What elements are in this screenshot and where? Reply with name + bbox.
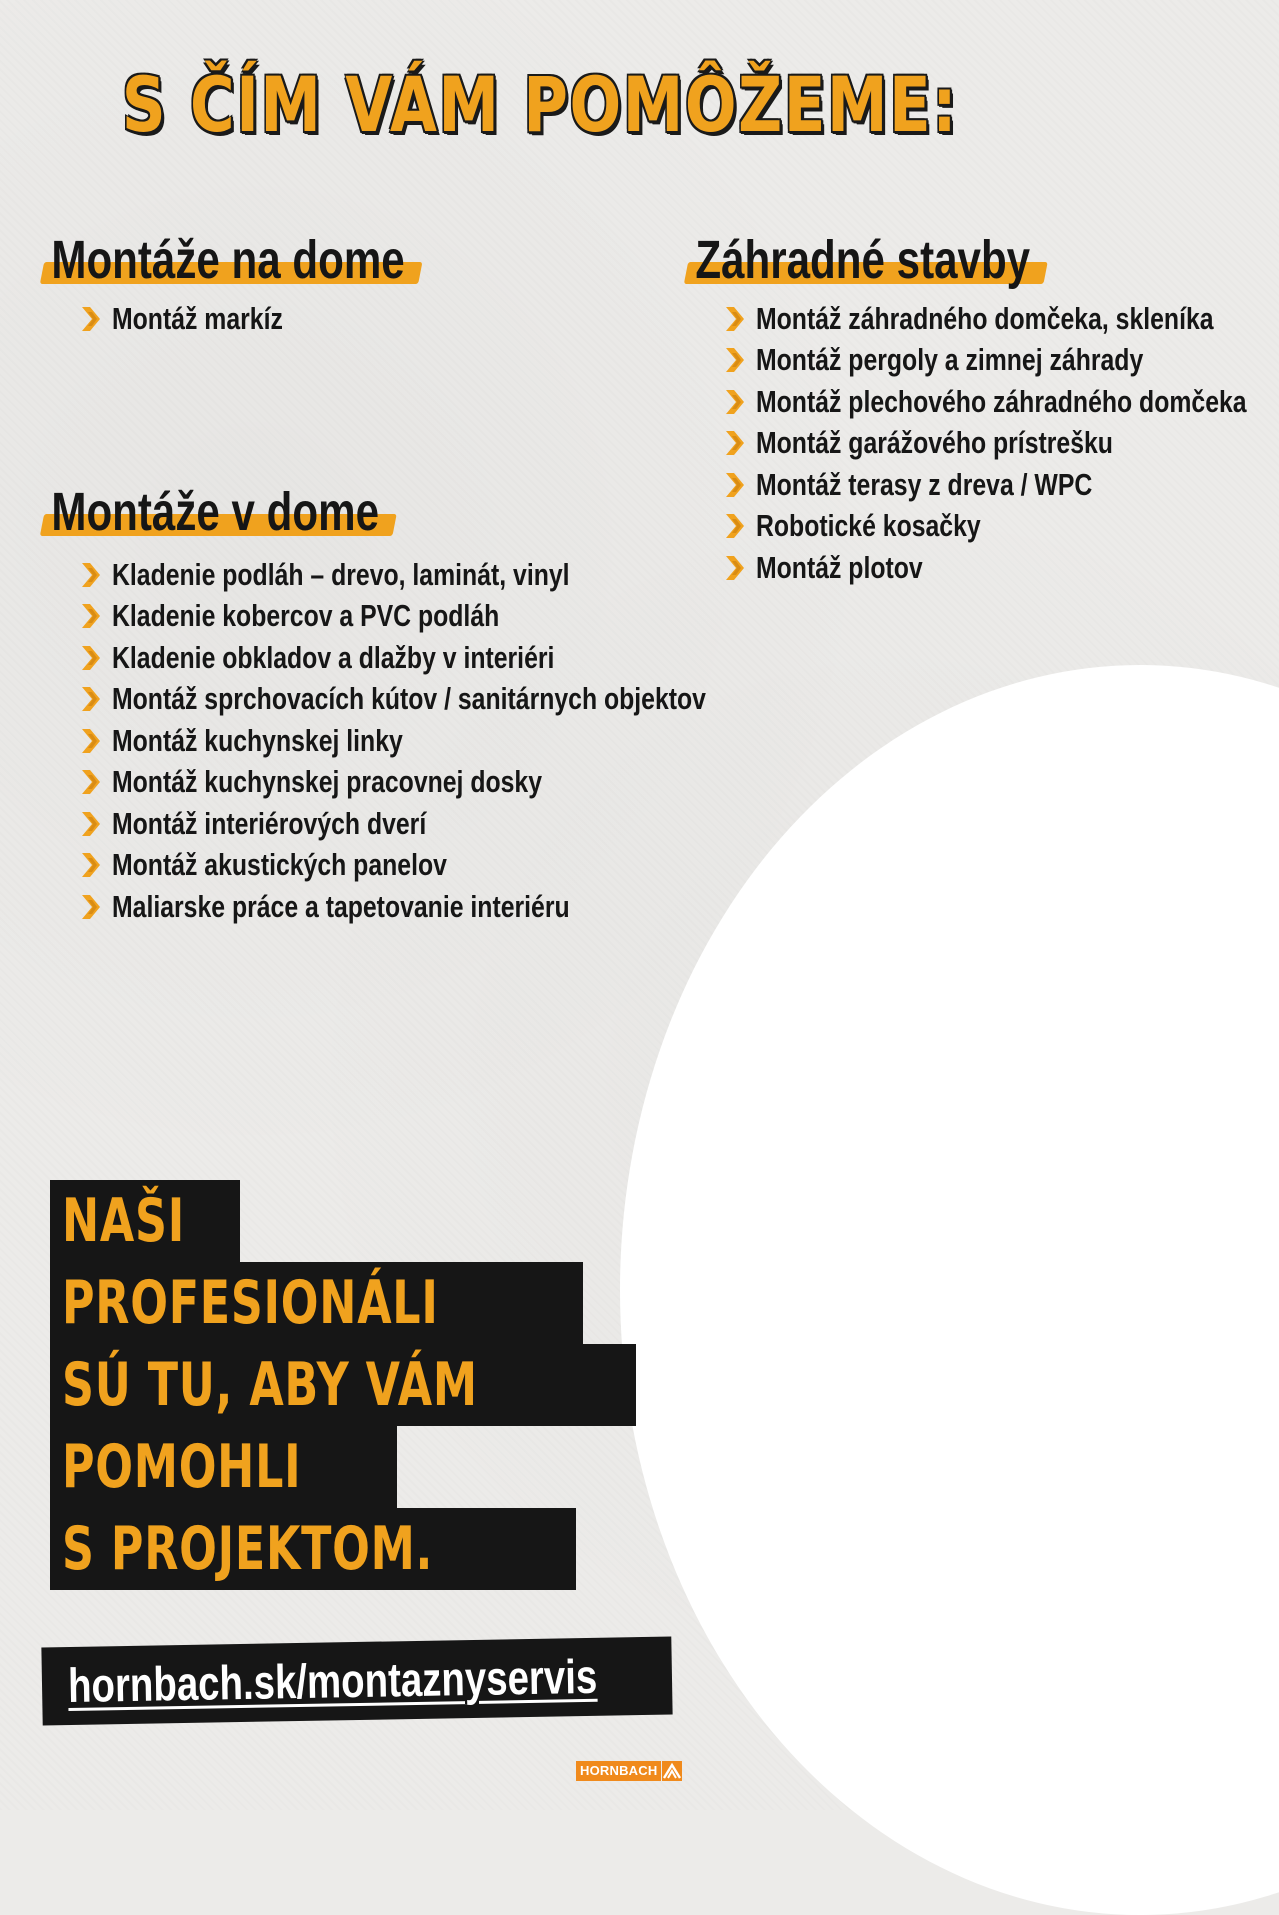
list-v-dome bbox=[80, 554, 854, 928]
section-heading-na-dome: Montáže na dome bbox=[42, 228, 417, 292]
slogan-line: POMOHLI bbox=[50, 1426, 397, 1508]
list-item-text: Montáž pergoly a zimnej záhrady bbox=[756, 342, 1144, 378]
list-item bbox=[724, 340, 1279, 382]
list-na-dome bbox=[80, 298, 523, 340]
chevron-right-icon bbox=[80, 561, 102, 589]
chevron-right-icon bbox=[80, 727, 102, 755]
chevron-right-icon bbox=[724, 471, 746, 499]
chevron-right-icon bbox=[80, 893, 102, 921]
list-item-text: Montáž akustických panelov bbox=[112, 847, 447, 883]
section-zahradne-stavby bbox=[686, 228, 1279, 589]
list-item bbox=[80, 803, 854, 845]
chevron-right-icon bbox=[80, 602, 102, 630]
chevron-right-icon bbox=[80, 305, 102, 333]
list-item-text: Maliarske práce a tapetovanie interiéru bbox=[112, 888, 570, 924]
list-item bbox=[80, 596, 854, 638]
chevron-right-icon bbox=[80, 685, 102, 713]
list-item bbox=[80, 720, 854, 762]
list-item bbox=[724, 547, 1279, 589]
section-montaze-na-dome bbox=[42, 228, 523, 340]
list-item-text: Montáž záhradného domčeka, skleníka bbox=[756, 300, 1214, 336]
list-item-text: Montáž sprchovacích kútov / sanitárnych objektov bbox=[112, 681, 706, 717]
list-item-text: Montáž terasy z dreva / WPC bbox=[756, 466, 1093, 502]
chevron-right-icon bbox=[724, 512, 746, 540]
chevron-right-icon bbox=[80, 851, 102, 879]
service-url-link[interactable]: hornbach.sk/montaznyservis bbox=[67, 1650, 598, 1713]
list-item-text: Montáž interiérových dverí bbox=[112, 805, 427, 841]
list-item bbox=[80, 298, 523, 340]
double-chevron-icon bbox=[63, 1651, 64, 1721]
list-item bbox=[724, 506, 1279, 548]
list-item-text: Montáž plotov bbox=[756, 549, 923, 585]
list-item-text: Kladenie obkladov a dlažby v interiéri bbox=[112, 639, 555, 675]
chevron-right-icon bbox=[724, 429, 746, 457]
list-item-text: Kladenie kobercov a PVC podláh bbox=[112, 598, 500, 634]
list-item-text: Robotické kosačky bbox=[756, 508, 981, 544]
chevron-right-icon bbox=[80, 810, 102, 838]
list-item-text: Montáž kuchynskej pracovnej dosky bbox=[112, 764, 543, 800]
slogan-line: S PROJEKTOM. bbox=[50, 1508, 576, 1590]
list-item-text: Montáž kuchynskej linky bbox=[112, 722, 403, 758]
chevron-right-icon bbox=[724, 554, 746, 582]
section-heading-v-dome: Montáže v dome bbox=[42, 480, 391, 544]
list-item bbox=[80, 886, 854, 928]
list-item bbox=[80, 762, 854, 804]
section-heading-zahradne: Záhradné stavby bbox=[686, 228, 1043, 292]
list-item bbox=[724, 423, 1279, 465]
list-item-text: Montáž plechového záhradného domčeka bbox=[756, 383, 1247, 419]
logo-text: HORNBACH bbox=[576, 1761, 661, 1781]
chevron-right-icon bbox=[724, 346, 746, 374]
list-item bbox=[724, 381, 1279, 423]
list-item bbox=[724, 464, 1279, 506]
slogan-line: SÚ TU, ABY VÁM bbox=[50, 1344, 636, 1426]
list-item-text: Kladenie podláh – drevo, laminát, vinyl bbox=[112, 556, 570, 592]
list-item bbox=[80, 637, 854, 679]
list-item bbox=[80, 845, 854, 887]
list-item bbox=[724, 298, 1279, 340]
list-item-text: Montáž garážového prístrešku bbox=[756, 425, 1113, 461]
list-item-text: Montáž markíz bbox=[112, 300, 283, 336]
list-zahradne bbox=[724, 298, 1279, 589]
chevron-right-icon bbox=[724, 388, 746, 416]
slogan-line: NAŠI bbox=[50, 1180, 240, 1262]
chevron-right-icon bbox=[724, 305, 746, 333]
page-title: S ČÍM VÁM POMÔŽEME: bbox=[121, 60, 959, 149]
hornbach-roof-icon bbox=[662, 1761, 682, 1781]
hornbach-logo bbox=[576, 1761, 682, 1781]
list-item bbox=[80, 679, 854, 721]
chevron-right-icon bbox=[80, 644, 102, 672]
slogan-block bbox=[50, 1180, 636, 1590]
url-bar[interactable] bbox=[41, 1637, 672, 1726]
chevron-right-icon bbox=[80, 768, 102, 796]
slogan-line: PROFESIONÁLI bbox=[50, 1262, 583, 1344]
